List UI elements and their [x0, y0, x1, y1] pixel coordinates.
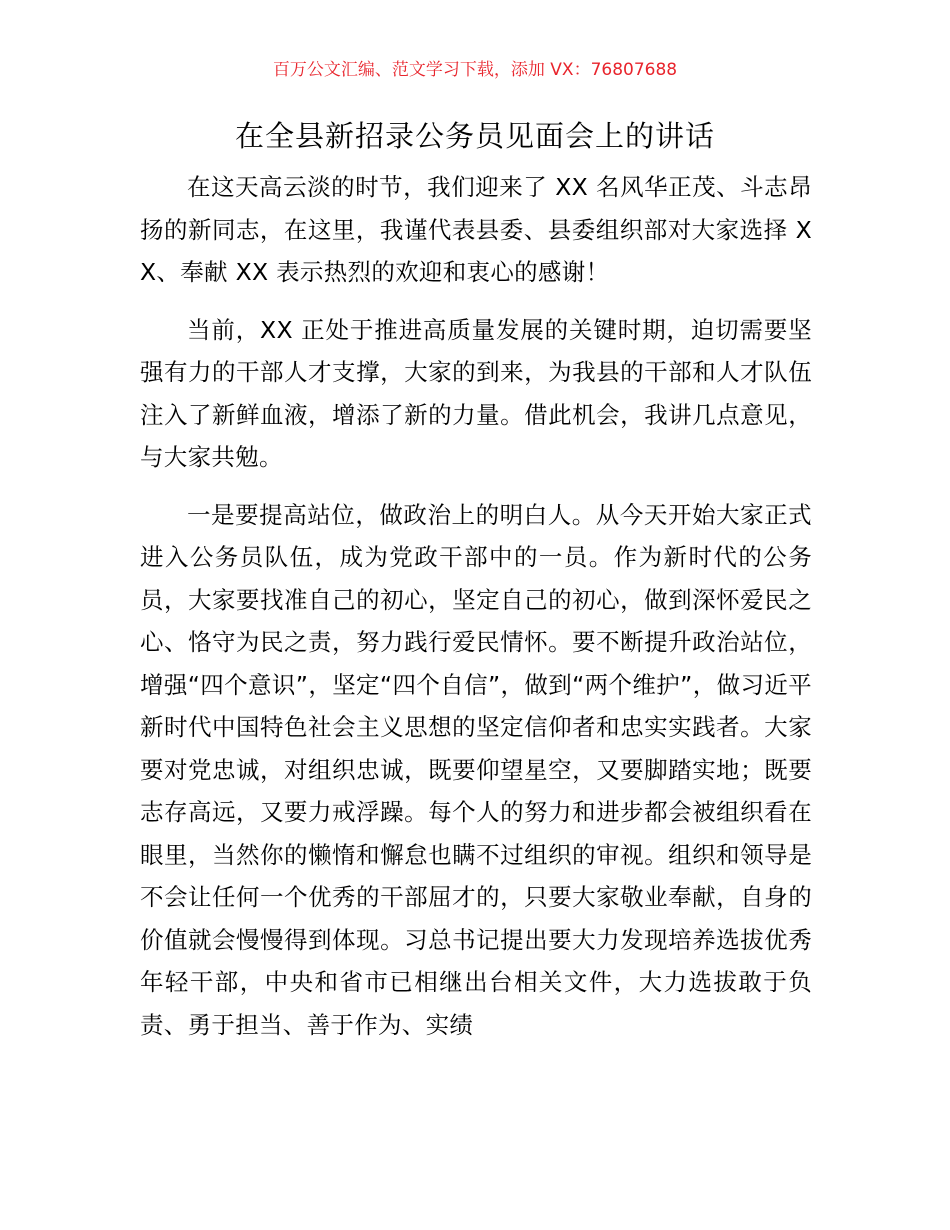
paragraph-2: 当前，XX 正处于推进高质量发展的关键时期，迫切需要坚强有力的干部人才支撑，大家的到来，为我县的干部和人才队伍注入了新鲜血液，增添了新的力量。借此机会，我讲几点意见，与大家共勉。: [140, 315, 812, 471]
header-ad-note: 百万公文汇编、范文学习下载，添加 VX：76807688: [272, 60, 678, 80]
paragraph-1: 在这天高云淡的时节，我们迎来了 XX 名风华正茂、斗志昂扬的新同志，在这里，我谨代表县委、县委组织部对大家选择 XX、奉献 XX 表示热烈的欢迎和衷心的感谢！: [140, 173, 812, 286]
document-title: 在全县新招录公务员见面会上的讲话: [234, 119, 715, 153]
paragraph-3: 一是要提高站位，做政治上的明白人。从今天开始大家正式进入公务员队伍，成为党政干部中的一员。作为新时代的公务员，大家要找准自己的初心，坚定自己的初心，做到深怀爱民之心、恪守为民之责，努力践行爱民情怀。要不断提升政治站位，增强“四个意识”，坚定“四个自信”，做到“两个维护”，做习近平新时代中国特色社会主义思想的坚定信仰者和忠实实践者。大家要对党忠诚，对组织忠诚，既要仰望星空，又要脚踏实地；既要志存高远，又要力戒浮躁。每个人的努力和进步都会被组织看在眼里，当然你的懒惰和懈怠也瞒不过组织的审视。组织和领导是不会让任何一个优秀的干部屈才的，只要大家敬业奉献，自身的价值就会慢慢得到体现。习总书记提出要大力发现培养选拔优秀年轻干部，中央和省市已相继出台相关文件，大力选拔敢于负责、勇于担当、善于作为、实绩: [140, 500, 812, 1039]
document-body: [140, 166, 812, 1061]
